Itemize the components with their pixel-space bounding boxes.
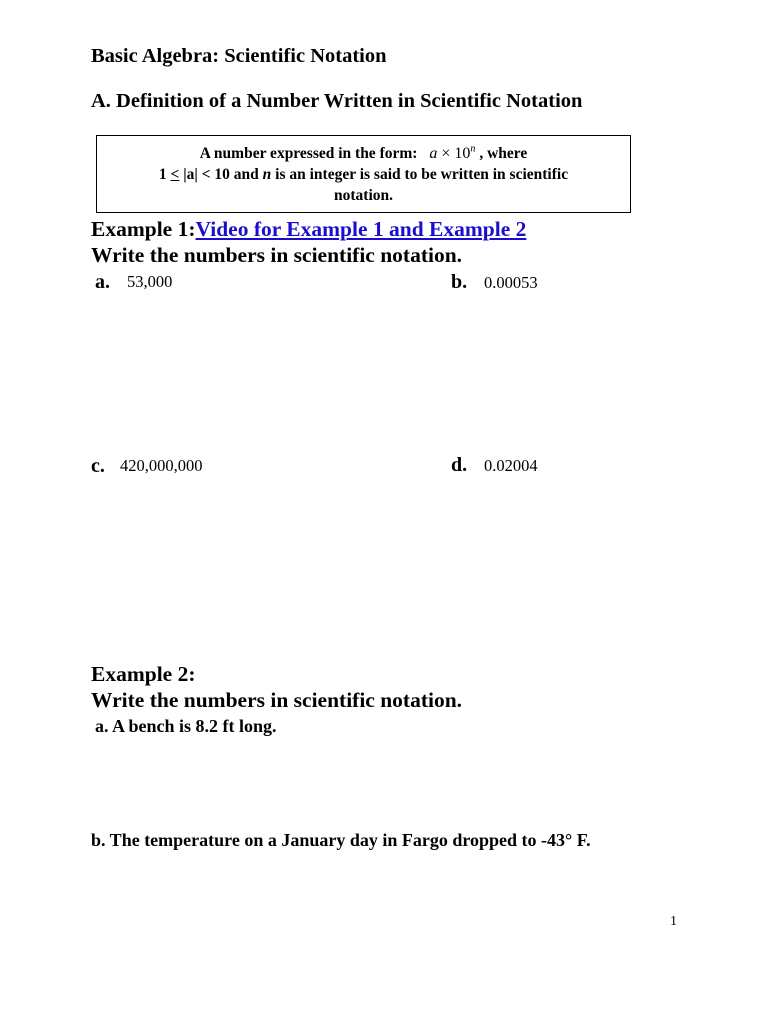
problem-letter: b. — [451, 271, 468, 293]
definition-line-2-n: n — [262, 166, 272, 183]
problem-letter: d. — [451, 454, 468, 476]
definition-line-2-rest: is an integer is said to be written in scientific — [271, 166, 569, 183]
formula-coefficient: a — [429, 145, 438, 162]
example-1-heading — [91, 217, 526, 242]
example-1-label: Example 1: — [91, 217, 196, 241]
example-1-instruction: Write the numbers in scientific notation. — [91, 243, 463, 267]
definition-line-1-suffix: , where — [479, 145, 528, 162]
document-title: Basic Algebra: Scientific Notation — [91, 45, 387, 67]
problem-letter: a. — [95, 271, 110, 293]
problem-value: 420,000,000 — [120, 456, 203, 475]
definition-line-2-abs: |a| < 10 and — [179, 166, 263, 183]
problem-value: 0.00053 — [484, 273, 538, 292]
word-problem-b: b. The temperature on a January day in Fargo dropped to -43° F. — [91, 830, 591, 850]
formula-times-symbol: × — [441, 145, 451, 162]
definition-line-2-one: 1 — [158, 166, 171, 183]
definition-line-2 — [97, 166, 630, 184]
problem-1c — [91, 455, 105, 478]
video-link[interactable]: Video for Example 1 and Example 2 — [195, 217, 527, 241]
page-number: 1 — [670, 914, 677, 929]
problem-1d — [451, 454, 467, 477]
formula-base: 10 — [454, 145, 471, 162]
definition-box — [96, 135, 631, 213]
example-2-instruction: Write the numbers in scientific notation. — [91, 688, 463, 712]
problem-letter: c. — [91, 455, 105, 477]
problem-value: 53,000 — [127, 272, 173, 291]
section-a-heading: A. Definition of a Number Written in Scientific Notation — [91, 90, 583, 112]
less-or-equal-symbol: < — [170, 166, 180, 183]
problem-1a — [95, 271, 110, 294]
formula-exponent: n — [470, 143, 476, 155]
problem-1b — [451, 271, 467, 294]
problem-value: 0.02004 — [484, 456, 538, 475]
scientific-notation-formula — [429, 145, 475, 162]
definition-line-1-prefix: A number expressed in the form: — [199, 145, 422, 162]
definition-line-1 — [97, 145, 630, 163]
example-2-label: Example 2: — [91, 662, 196, 686]
definition-line-3: notation. — [334, 187, 393, 204]
word-problem-a: a. A bench is 8.2 ft long. — [95, 716, 277, 736]
